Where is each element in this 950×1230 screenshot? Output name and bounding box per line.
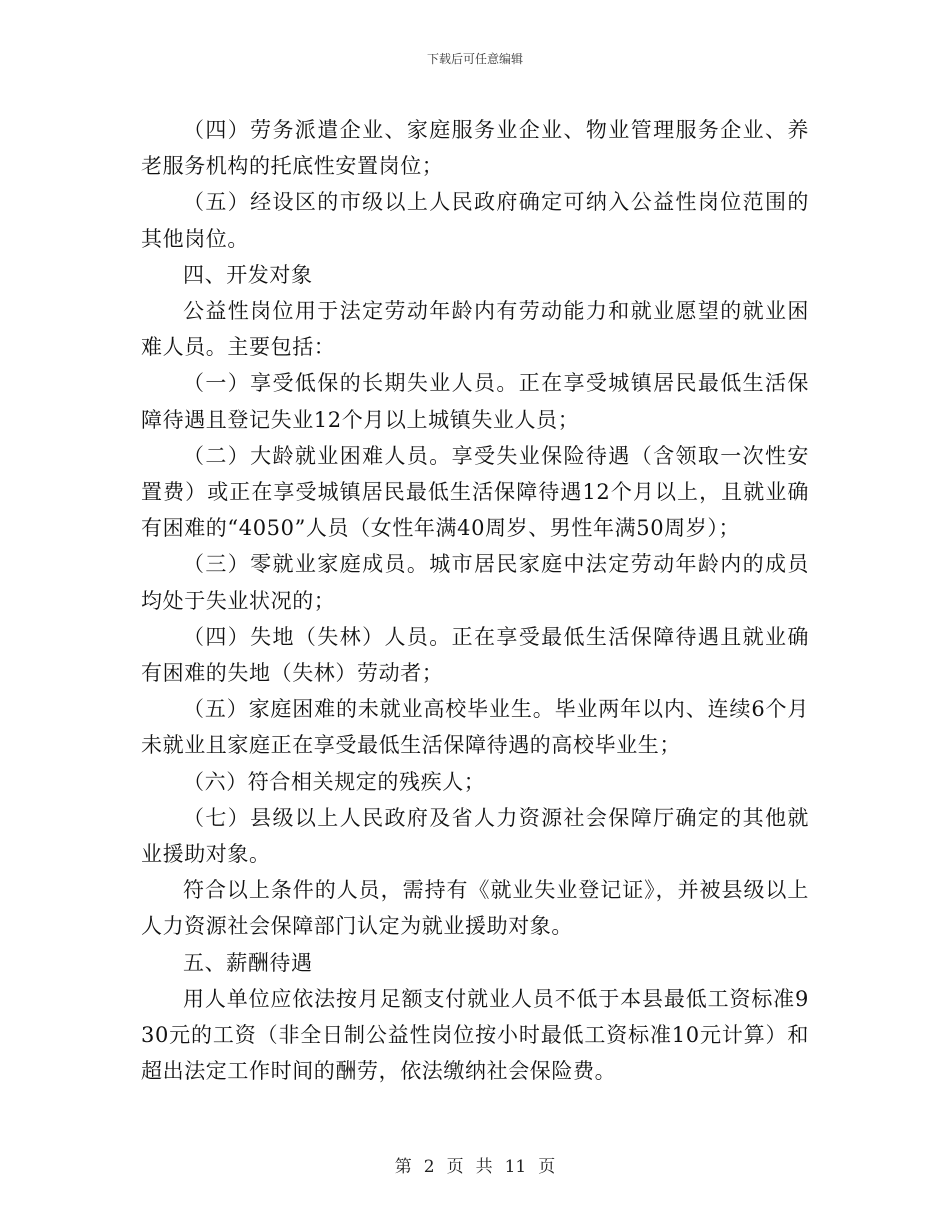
footer-page-number: 2 bbox=[423, 1157, 435, 1177]
footer-middle: 页 bbox=[446, 1157, 464, 1177]
paragraph: （四）失地（失林）人员。正在享受最低生活保障待遇且就业确有困难的失地（失林）劳动者； bbox=[141, 624, 809, 686]
section-heading: 五、薪酬待遇 bbox=[183, 950, 313, 975]
footer-total-label: 共 bbox=[475, 1157, 493, 1177]
paragraph: （六）符合相关规定的残疾人； bbox=[183, 769, 486, 794]
document-body bbox=[141, 112, 809, 1089]
paragraph: 公益性岗位用于法定劳动年龄内有劳动能力和就业愿望的就业困难人员。主要包括： bbox=[141, 299, 809, 360]
paragraph: （二）大龄就业困难人员。享受失业保险待遇（含领取一次性安置费）或正在享受城镇居民最低生活保障待遇12个月以上，且就业确有困难的“4050”人员（女性年满40周岁、男性年满50周岁）； bbox=[141, 443, 809, 541]
header-text: 下载后可任意编辑 bbox=[426, 52, 523, 66]
paragraph: 符合以上条件的人员，需持有《就业失业登记证》，并被县级以上人力资源社会保障部门认定为就业援助对象。 bbox=[141, 878, 809, 939]
paragraph: （一）享受低保的长期失业人员。正在享受城镇居民最低生活保障待遇且登记失业12个月以上城镇失业人员； bbox=[141, 371, 809, 432]
page-footer bbox=[0, 1156, 950, 1178]
paragraph: （四）劳务派遣企业、家庭服务业企业、物业管理服务企业、养老服务机构的托底性安置岗位； bbox=[141, 118, 809, 179]
footer-total-pages: 11 bbox=[504, 1157, 527, 1177]
footer-suffix: 页 bbox=[538, 1157, 556, 1177]
paragraph: （三）零就业家庭成员。城市居民家庭中法定劳动年龄内的成员均处于失业状况的； bbox=[141, 552, 809, 613]
paragraph: （五）家庭困难的未就业高校毕业生。毕业两年以内、连续6个月未就业且家庭正在享受最低生活保障待遇的高校毕业生； bbox=[141, 697, 809, 758]
footer-prefix: 第 bbox=[394, 1157, 412, 1177]
paragraph: 用人单位应依法按月足额支付就业人员不低于本县最低工资标准930元的工资（非全日制公益性岗位按小时最低工资标准10元计算）和超出法定工作时间的酬劳，依法缴纳社会保险费。 bbox=[141, 986, 809, 1084]
section-heading: 四、开发对象 bbox=[183, 262, 313, 287]
paragraph: （七）县级以上人民政府及省人力资源社会保障厅确定的其他就业援助对象。 bbox=[141, 805, 809, 867]
page-header bbox=[0, 51, 950, 67]
paragraph: （五）经设区的市级以上人民政府确定可纳入公益性岗位范围的其他岗位。 bbox=[141, 190, 809, 251]
